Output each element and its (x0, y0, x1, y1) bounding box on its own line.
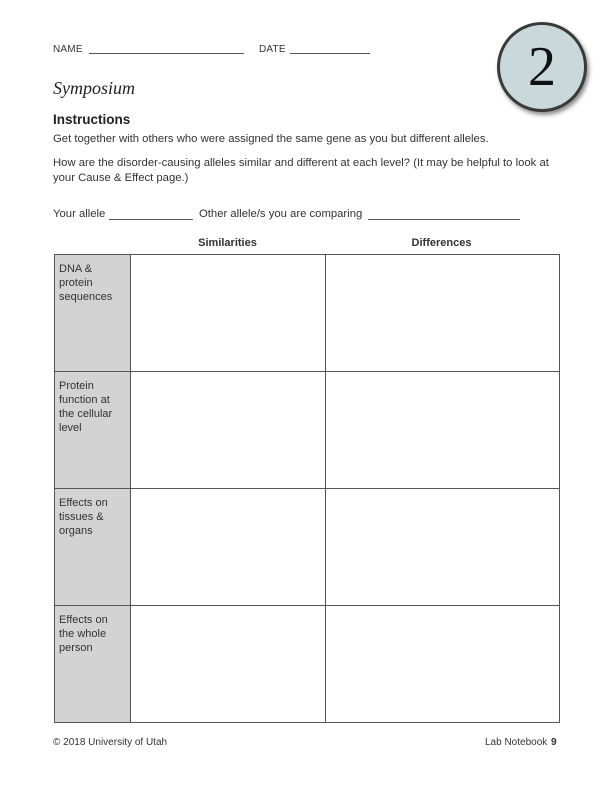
similarities-cell-tissues-organs[interactable] (131, 489, 326, 606)
row-header-dna: DNA & protein sequences (55, 255, 131, 372)
similarities-cell-whole-person[interactable] (131, 606, 326, 723)
differences-cell-dna[interactable] (326, 255, 560, 372)
similarities-cell-dna[interactable] (131, 255, 326, 372)
differences-cell-whole-person[interactable] (326, 606, 560, 723)
row-header-tissues-organs: Effects on tissues & organs (55, 489, 131, 606)
other-allele-label: Other allele/s you are comparing (199, 208, 363, 220)
page-title: Symposium (53, 78, 135, 98)
row-header-protein-function: Protein function at the cellular level (55, 372, 131, 489)
comparison-table (54, 254, 560, 723)
instructions-line-1: Get together with others who were assigned the same gene as you but different alleles. (53, 133, 489, 145)
name-label: NAME (53, 44, 83, 55)
date-label: DATE (259, 44, 286, 55)
table-row (55, 372, 560, 489)
differences-cell-protein-function[interactable] (326, 372, 560, 489)
instructions-heading: Instructions (53, 112, 131, 127)
row-header-whole-person: Effects on the whole person (55, 606, 131, 723)
column-header-similarities: Similarities (198, 237, 257, 249)
table-row (55, 489, 560, 606)
your-allele-label: Your allele (53, 208, 106, 220)
copyright: © 2018 University of Utah (53, 737, 168, 748)
other-allele-field[interactable] (368, 219, 520, 220)
differences-cell-tissues-organs[interactable] (326, 489, 560, 606)
notebook-label: Lab Notebook (485, 737, 548, 748)
table-row (55, 606, 560, 723)
date-field[interactable] (290, 53, 370, 54)
name-field[interactable] (89, 53, 244, 54)
your-allele-field[interactable] (109, 219, 193, 220)
lesson-number-badge: 2 (497, 22, 587, 112)
similarities-cell-protein-function[interactable] (131, 372, 326, 489)
table-row (55, 255, 560, 372)
instructions-line-2: How are the disorder-causing alleles similar and different at each level? (It may be helpful to look at your Cause & Effect page.) (53, 157, 549, 184)
page-number: 9 (551, 737, 557, 748)
column-header-differences: Differences (411, 237, 472, 249)
